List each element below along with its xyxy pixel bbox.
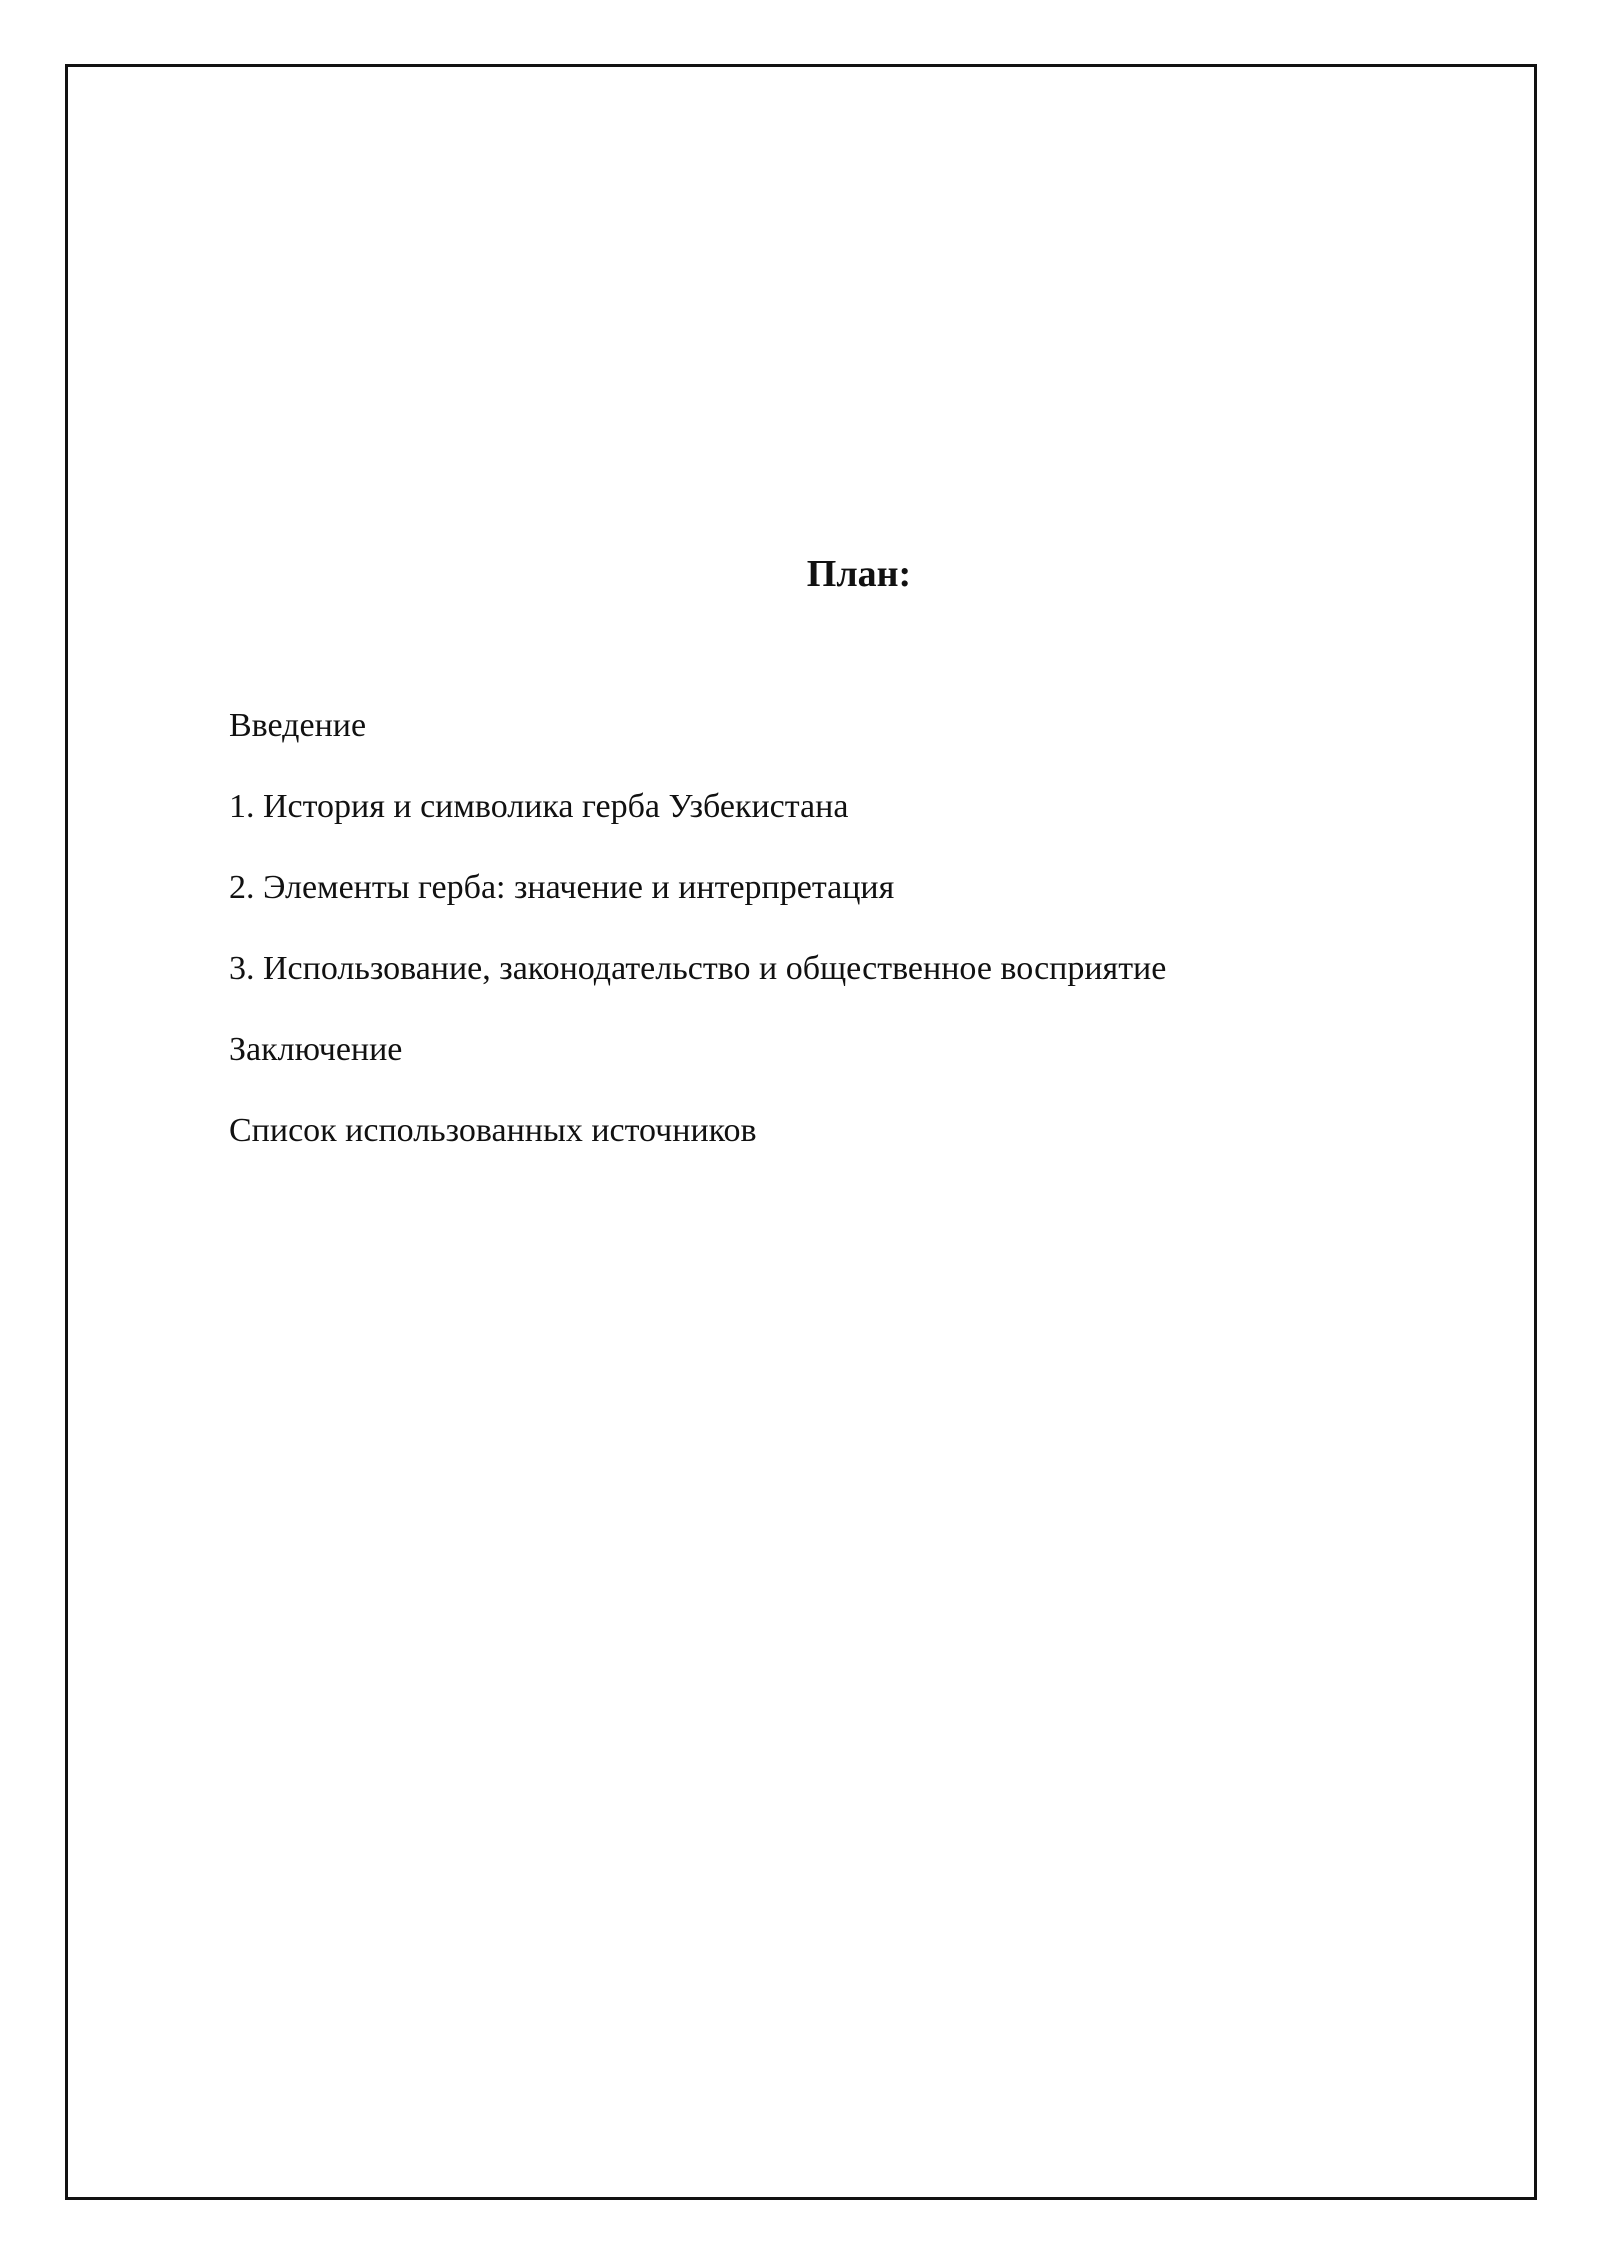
toc-item-conclusion: Заключение xyxy=(229,1031,403,1068)
table-of-contents xyxy=(229,700,1166,1186)
toc-item-chapter-2: 2. Элементы герба: значение и интерпретация xyxy=(229,869,895,906)
toc-item-chapter-1: 1. История и символика герба Узбекистана xyxy=(229,788,849,825)
toc-item-introduction: Введение xyxy=(229,707,367,744)
toc-item-chapter-3: 3. Использование, законодательство и общественное восприятие xyxy=(229,950,1167,987)
page-title: План: xyxy=(806,553,912,595)
toc-item-references: Список использованных источников xyxy=(229,1112,757,1149)
